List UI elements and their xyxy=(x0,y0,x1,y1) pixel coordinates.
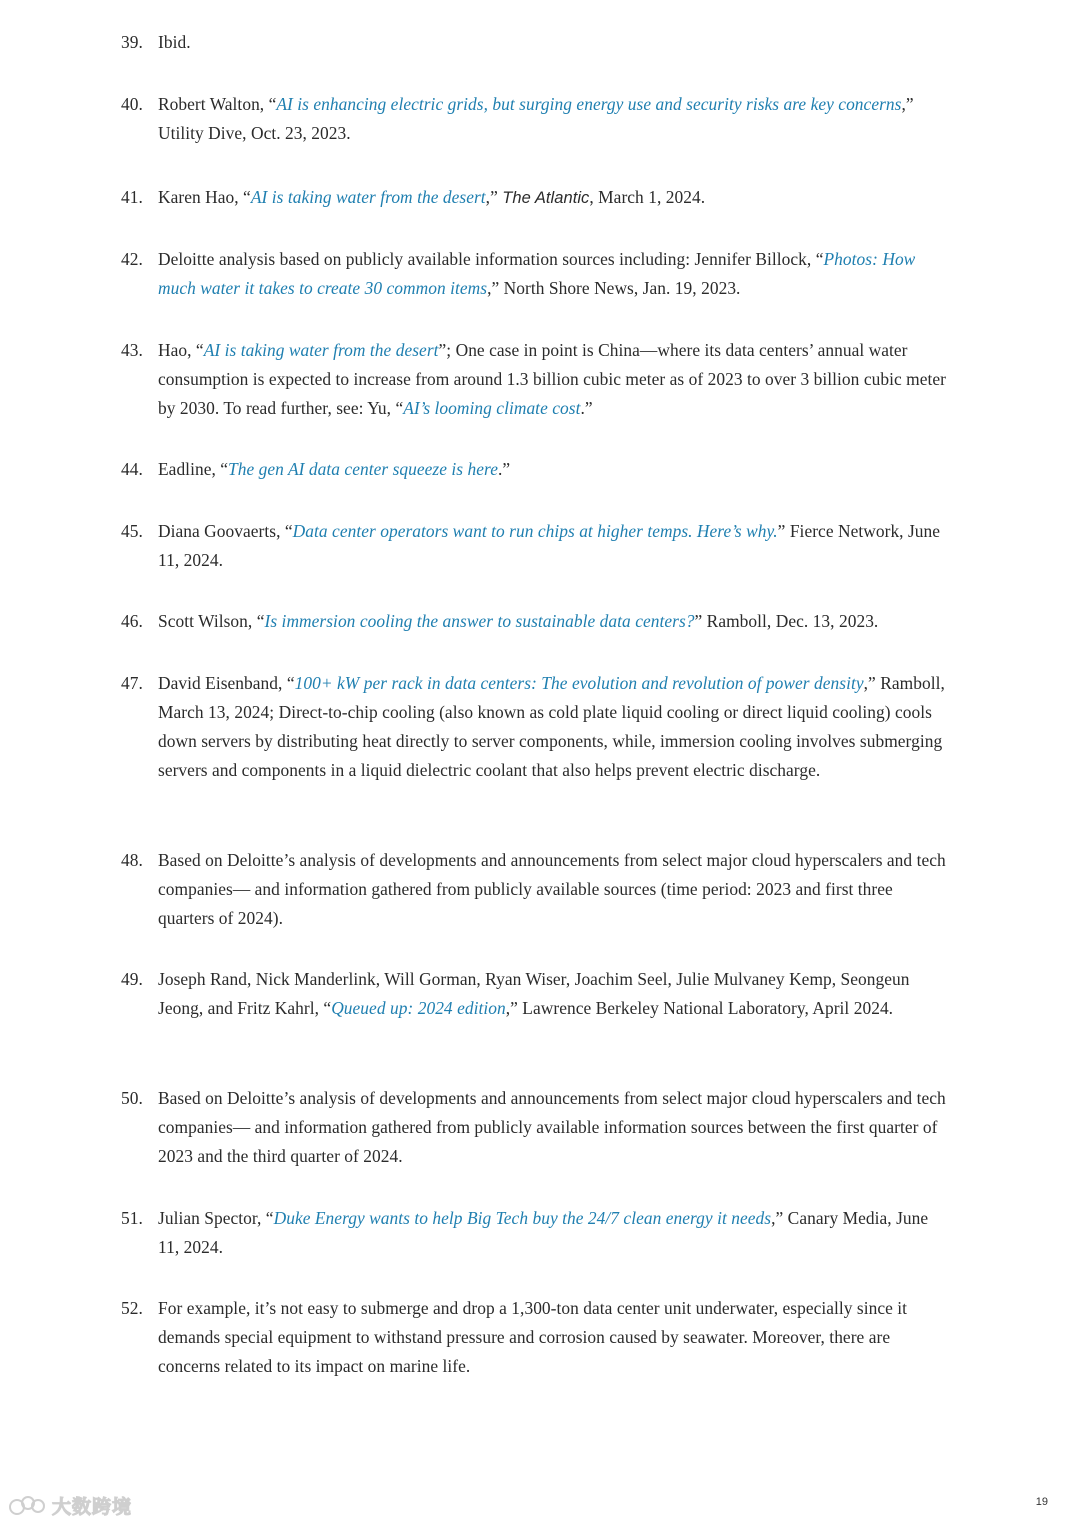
endnote-number: 50. xyxy=(121,1088,143,1108)
endnote-text: Ibid. xyxy=(158,32,191,52)
endnote-46 xyxy=(121,607,951,636)
endnote-link[interactable]: AI is enhancing electric grids, but surging energy use and security risks are key concerns xyxy=(276,94,902,114)
endnote-link[interactable]: AI’s looming climate cost xyxy=(403,398,581,418)
endnote-42 xyxy=(121,245,951,303)
endnote-number: 41. xyxy=(121,187,143,207)
endnote-link[interactable]: AI is taking water from the desert xyxy=(250,187,486,207)
endnote-text: Based on Deloitte’s analysis of developments and announcements from select major cloud hyperscalers and tech companies— and information gathered from publicly available information sources between the first quarter of 2023 and the third quarter of 2024. xyxy=(158,1088,946,1166)
endnote-44 xyxy=(121,455,951,484)
endnote-text: Hao, “AI is taking water from the desert”; One case in point is China—where its data centers’ annual water consumption is expected to increase from around 1.3 billion cubic meter as of 2023 to over 3 billion cubic meter by 2030. To read further, see: Yu, “AI’s looming climate cost.” xyxy=(158,340,946,418)
endnote-43 xyxy=(121,336,951,423)
endnote-number: 40. xyxy=(121,94,143,114)
endnote-49 xyxy=(121,965,951,1023)
endnote-link[interactable]: Queued up: 2024 edition xyxy=(331,998,506,1018)
endnote-number: 44. xyxy=(121,459,143,479)
watermark-text: 大数跨境 xyxy=(52,1496,133,1518)
endnote-39 xyxy=(121,28,951,57)
endnote-number: 39. xyxy=(121,32,143,52)
endnote-link[interactable]: The gen AI data center squeeze is here xyxy=(228,459,498,479)
logo-icon xyxy=(8,1493,48,1519)
endnote-41 xyxy=(121,183,951,213)
endnote-number: 45. xyxy=(121,521,143,541)
endnote-number: 42. xyxy=(121,249,143,269)
endnote-text: Robert Walton, “AI is enhancing electric grids, but surging energy use and security risks are key concerns,” Utility Dive, Oct. 23, 2023. xyxy=(158,94,914,143)
endnote-51 xyxy=(121,1204,951,1262)
endnote-number: 43. xyxy=(121,340,143,360)
endnote-link[interactable]: 100+ kW per rack in data centers: The evolution and revolution of power density xyxy=(294,673,864,693)
endnote-text: David Eisenband, “100+ kW per rack in data centers: The evolution and revolution of power density,” Ramboll, March 13, 2024; Direct-to-chip cooling (also known as cold plate liquid cooling or direct liquid cooling) cools down servers by distributing heat directly to server components, while, immersion cooling involves submerging servers and components in a liquid dielectric coolant that also helps prevent electric discharge. xyxy=(158,673,945,780)
endnote-number: 51. xyxy=(121,1208,143,1228)
endnote-number: 52. xyxy=(121,1298,143,1318)
endnote-number: 46. xyxy=(121,611,143,631)
endnote-text: Karen Hao, “AI is taking water from the desert,” The Atlantic, March 1, 2024. xyxy=(158,187,706,207)
endnote-number: 47. xyxy=(121,673,143,693)
publication-name: The Atlantic xyxy=(502,189,590,207)
endnote-link[interactable]: AI is taking water from the desert xyxy=(203,340,439,360)
endnote-52 xyxy=(121,1294,951,1381)
endnote-link[interactable]: Is immersion cooling the answer to sustainable data centers? xyxy=(264,611,695,631)
endnote-text: Diana Goovaerts, “Data center operators want to run chips at higher temps. Here’s why.” Fierce Network, June 11, 2024. xyxy=(158,521,941,570)
endnote-link[interactable]: Duke Energy wants to help Big Tech buy the 24/7 clean energy it needs xyxy=(273,1208,772,1228)
endnote-text: Deloitte analysis based on publicly available information sources including: Jennifer Billock, “Photos: How much water it takes to create 30 common items,” North Shore News, Jan. 19, 2023. xyxy=(158,249,916,298)
endnote-text: Eadline, “The gen AI data center squeeze is here.” xyxy=(158,459,511,479)
endnote-text: Scott Wilson, “Is immersion cooling the answer to sustainable data centers?” Ramboll, Dec. 13, 2023. xyxy=(158,611,879,631)
endnote-text: Joseph Rand, Nick Manderlink, Will Gorman, Ryan Wiser, Joachim Seel, Julie Mulvaney Kemp, Seongeun Jeong, and Fritz Kahrl, “Queued up: 2024 edition,” Lawrence Berkeley National Laboratory, April 2024. xyxy=(158,969,910,1018)
watermark-logo xyxy=(8,1492,132,1519)
endnote-number: 48. xyxy=(121,850,143,870)
endnote-48 xyxy=(121,846,951,933)
endnote-number: 49. xyxy=(121,969,143,989)
page-number: 19 xyxy=(1035,1496,1048,1508)
endnote-50 xyxy=(121,1084,951,1171)
endnote-link[interactable]: Data center operators want to run chips at higher temps. Here’s why. xyxy=(292,521,778,541)
endnote-link[interactable]: Photos: How much water it takes to create 30 common items xyxy=(158,249,916,298)
endnote-47 xyxy=(121,669,951,785)
endnote-45 xyxy=(121,517,951,575)
endnote-text: Julian Spector, “Duke Energy wants to help Big Tech buy the 24/7 clean energy it needs,” Canary Media, June 11, 2024. xyxy=(158,1208,929,1257)
endnote-text: Based on Deloitte’s analysis of developments and announcements from select major cloud hyperscalers and tech companies— and information gathered from publicly available sources (time period: 2023 and first three quarters of 2024). xyxy=(158,850,946,928)
endnote-text: For example, it’s not easy to submerge and drop a 1,300-ton data center unit underwater, especially since it demands special equipment to withstand pressure and corrosion caused by seawater. Moreover, there are concerns related to its impact on marine life. xyxy=(158,1298,908,1376)
endnote-40 xyxy=(121,90,951,148)
